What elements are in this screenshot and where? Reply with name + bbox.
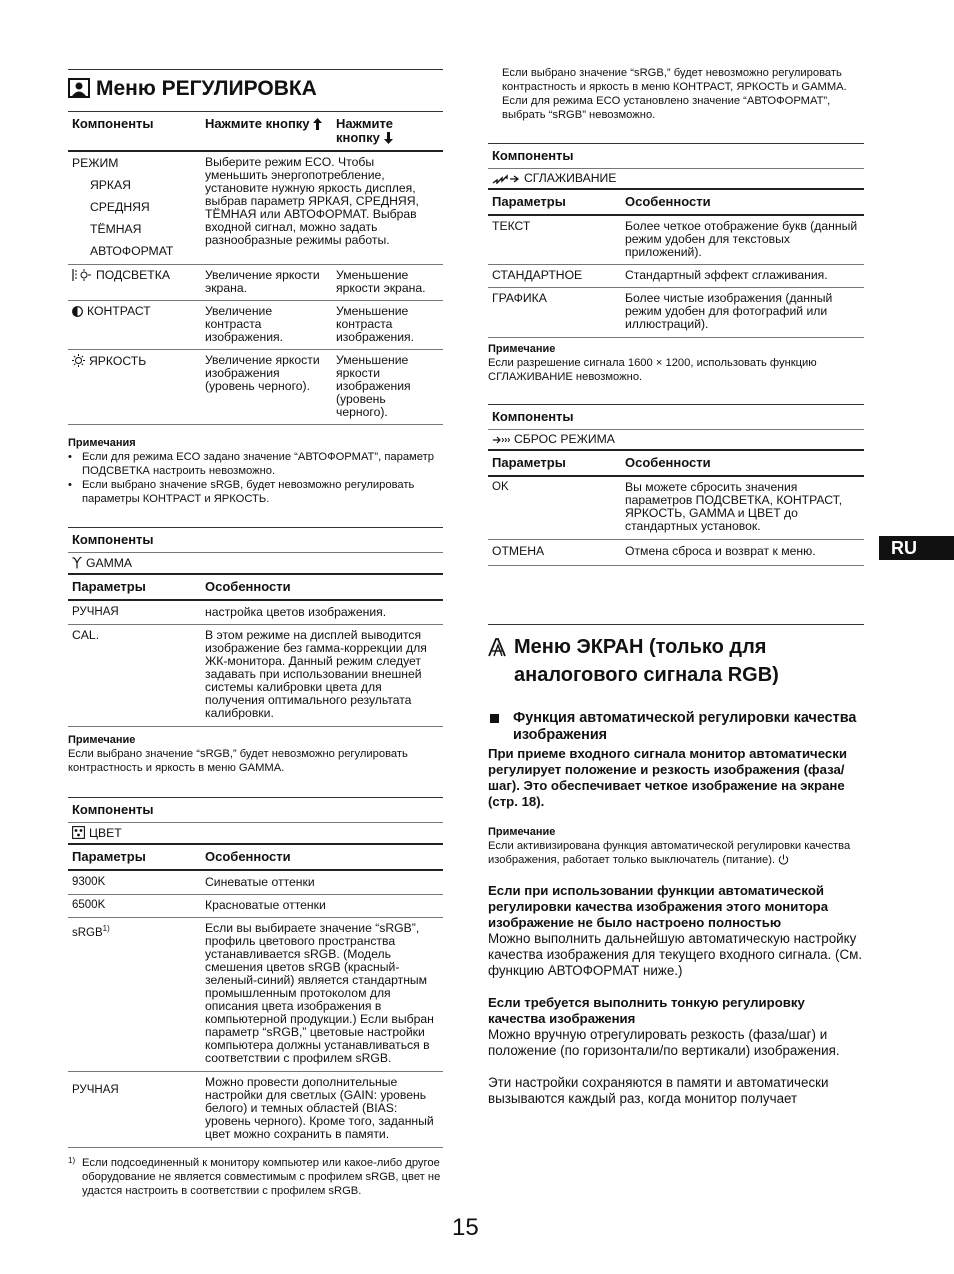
mode-option: ТЁМНАЯ xyxy=(90,222,142,236)
adjust-notes xyxy=(68,437,443,506)
backlight-icon xyxy=(72,269,92,281)
gamma-name: GAMMA xyxy=(86,556,133,570)
table-row: 6500K Красноватые оттенки xyxy=(68,895,443,918)
backlight-label: ПОДСВЕТКА xyxy=(96,268,170,282)
smoothing-name-row xyxy=(488,169,864,190)
color-name: ЦВЕТ xyxy=(89,826,122,840)
mode-option: АВТОФОРМАТ xyxy=(90,244,174,258)
table-row: CAL. В этом режиме на дисплей выводится изображение без гамма-коррекции для ЖК-монитора. Данный режим следует задавать при использовании внешней системы калибровки цвета для получения оптимального результата калибровки. xyxy=(68,625,443,727)
table-row: ТЕКСТ Более четкое отображение букв (данный режим удобен для текстовых приложений). xyxy=(488,215,864,265)
mode-label: РЕЖИМ xyxy=(72,156,119,170)
arrow-up-icon xyxy=(313,118,322,130)
screen-answer-1: Можно выполнить дальнейшую автоматическую настройку качества изображения для текущего входного сигнала. (См. функцию АВТОФОРМАТ ниже.) xyxy=(488,931,863,978)
color-name-row xyxy=(68,823,443,845)
contrast-icon xyxy=(72,306,83,317)
brightness-down: Уменьшение яркости изображения (уровень черного). xyxy=(336,353,411,419)
screen-menu-icon xyxy=(488,637,508,657)
bullet-icon: • xyxy=(68,479,72,491)
reset-table xyxy=(488,404,864,566)
screen-question-2: Если требуется выполнить тонкую регулировку качества изображения xyxy=(488,995,805,1026)
screen-subheading: Функция автоматической регулировки качества изображения xyxy=(488,710,864,744)
smoothing-table xyxy=(488,143,864,338)
note-item: • Если для режима ECO задано значение “АВТОФОРМАТ”, параметр ПОДСВЕТКА настроить невозможно. xyxy=(68,451,434,477)
section-rule xyxy=(68,69,443,70)
table-row: sRGB$^{1)}$ Если вы выбираете значение “sRGB”, профиль цветового пространства устанавливается sRGB. (Модель смешения цветов sRGB (красный-зеленый-синий) является стандартным промышленным протоколом для описания цвета изображения в компьютерной продукции.) Если выбран параметр “sRGB,” цветовые настройки компьютера должны устанавливаться в соответствии с профилем sRGB. xyxy=(68,918,443,1072)
section-rule xyxy=(488,624,864,625)
contrast-down: Уменьшение контраста изображения. xyxy=(336,304,415,344)
smoothing-name: СГЛАЖИВАНИЕ xyxy=(524,171,617,185)
color-footnote: 1) Если подсоединенный к монитору компьютер или какое-либо другое оборудование не является совместимым с профилем sRGB, цвет не удастся настроить в соответствии с профилем sRGB. xyxy=(68,1156,441,1197)
gamma-name-row xyxy=(68,553,443,575)
square-bullet-icon xyxy=(490,714,499,723)
mode-desc: Выберите режим ECO. Чтобы уменьшить энергопотребление, установите нужную яркость дисплея, выбрав параметр ЯРКАЯ, СРЕДНЯЯ, ТЁМНАЯ или АВТОФОРМАТ. Выбрав входной сигнал, можно задать разнообразные режимы работы. xyxy=(205,155,419,247)
table-row: 9300K Синеватые оттенки xyxy=(68,870,443,895)
mode-option: ЯРКАЯ xyxy=(90,178,131,192)
color-icon xyxy=(72,826,85,839)
screen-paragraph-3: Эти настройки сохраняются в памяти и автоматически вызываются каждый раз, когда монитор получает xyxy=(488,1075,829,1106)
color-param-header: Параметры Особенности xyxy=(68,844,443,870)
header-press-down: Нажмите кнопку xyxy=(336,116,394,145)
brightness-up: Увеличение яркости изображения (уровень черного). xyxy=(205,353,320,393)
language-tab: RU xyxy=(879,536,954,560)
screen-answer-2: Можно вручную отрегулировать резкость (фаза/шаг) и положение (по горизонтали/по вертикали) изображения. xyxy=(488,1027,840,1058)
page-number: 15 xyxy=(452,1214,479,1241)
table-row xyxy=(68,151,443,265)
reset-name: СБРОС РЕЖИМА xyxy=(514,432,615,446)
table-row: СТАНДАРТНОЕ Стандартный эффект сглаживания. xyxy=(488,265,864,288)
adjust-table xyxy=(68,111,443,425)
header-components: Компоненты xyxy=(72,116,154,131)
reset-param-header: Параметры Особенности xyxy=(488,450,864,476)
smoothing-component-header: Компоненты xyxy=(488,144,864,169)
contrast-up: Увеличение контраста изображения. xyxy=(205,304,284,344)
reset-component-header: Компоненты xyxy=(488,405,864,430)
screen-intro: При приеме входного сигнала монитор автоматически регулирует положение и резкость изображения (фаза/шаг). Это обеспечивает четкое изображение на экране (стр. 18). xyxy=(488,746,847,809)
bullet-icon: • xyxy=(68,451,72,463)
gamma-component-header: Компоненты xyxy=(68,528,443,553)
table-row xyxy=(68,350,443,425)
screen-note: Примечание Если активизирована функция автоматической регулировки качества изображения, работает только выключатель (питание). xyxy=(488,826,851,866)
adjust-table-header xyxy=(68,112,443,152)
color-component-header: Компоненты xyxy=(68,798,443,823)
table-row: РУЧНАЯ настройка цветов изображения. xyxy=(68,600,443,625)
table-row xyxy=(68,301,443,350)
menu-adjust-title: Меню РЕГУЛИРОВКА xyxy=(68,76,443,101)
brightness-label: ЯРКОСТЬ xyxy=(89,354,147,368)
srgb-note: Если выбрано значение “sRGB,” будет невозможно регулировать контрастность и яркость в меню КОНТРАСТ, ЯРКОСТЬ и GAMMA. Если для режима ECO установлено значение “АВТОФОРМАТ”, выбрать “sRGB” невозможно. xyxy=(502,67,847,121)
note-item: • Если выбрано значение sRGB, будет невозможно регулировать параметры КОНТРАСТ и ЯРКОСТЬ. xyxy=(68,479,415,505)
mode-options xyxy=(72,178,197,258)
table-row xyxy=(68,265,443,301)
reset-icon xyxy=(492,435,510,445)
reset-name-row xyxy=(488,430,864,451)
right-column xyxy=(488,0,864,1107)
gamma-note: Примечание Если выбрано значение “sRGB,” будет невозможно регулировать контрастность и яркость в меню GAMMA. xyxy=(68,734,408,774)
mode-option: СРЕДНЯЯ xyxy=(90,200,150,214)
notes-title: Примечания xyxy=(68,437,136,449)
smoothing-param-header: Параметры Особенности xyxy=(488,189,864,215)
adjust-menu-icon xyxy=(68,78,90,98)
table-row: OK Вы можете сбросить значения параметров ПОДСВЕТКА, КОНТРАСТ, ЯРКОСТЬ, GAMMA и ЦВЕТ до стандартных установок. xyxy=(488,476,864,540)
table-row: ГРАФИКА Более чистые изображения (данный режим удобен для фотографий или иллюстраций). xyxy=(488,288,864,338)
brightness-icon xyxy=(72,354,85,367)
contrast-label: КОНТРАСТ xyxy=(87,304,151,318)
table-row: ОТМЕНА Отмена сброса и возврат к меню. xyxy=(488,540,864,566)
gamma-icon xyxy=(72,556,82,569)
smoothing-note: Примечание Если разрешение сигнала 1600 × 1200, использовать функцию СГЛАЖИВАНИЕ невозможно. xyxy=(488,343,817,383)
left-column xyxy=(68,0,443,1198)
smoothing-icon xyxy=(492,174,520,184)
gamma-param-header: Параметры Особенности xyxy=(68,574,443,600)
backlight-up: Увеличение яркости экрана. xyxy=(205,268,320,295)
power-icon xyxy=(778,854,789,865)
table-row: РУЧНАЯ Можно провести дополнительные настройки для светлых (GAIN: уровень белого) и темных областей (BIAS: уровень черного). Кроме того, заданный цвет можно сохранить в памяти. xyxy=(68,1072,443,1148)
header-press-up: Нажмите кнопку xyxy=(201,112,332,152)
screen-menu-title: Меню ЭКРАН (только для аналогового сигнала RGB) xyxy=(488,633,864,689)
screen-question-1: Если при использовании функции автоматической регулировки качества изображения этого монитора изображение не было настроено полностью xyxy=(488,883,829,930)
backlight-down: Уменьшение яркости экрана. xyxy=(336,268,426,295)
color-table xyxy=(68,797,443,1148)
gamma-table xyxy=(68,527,443,727)
arrow-down-icon xyxy=(384,132,393,144)
